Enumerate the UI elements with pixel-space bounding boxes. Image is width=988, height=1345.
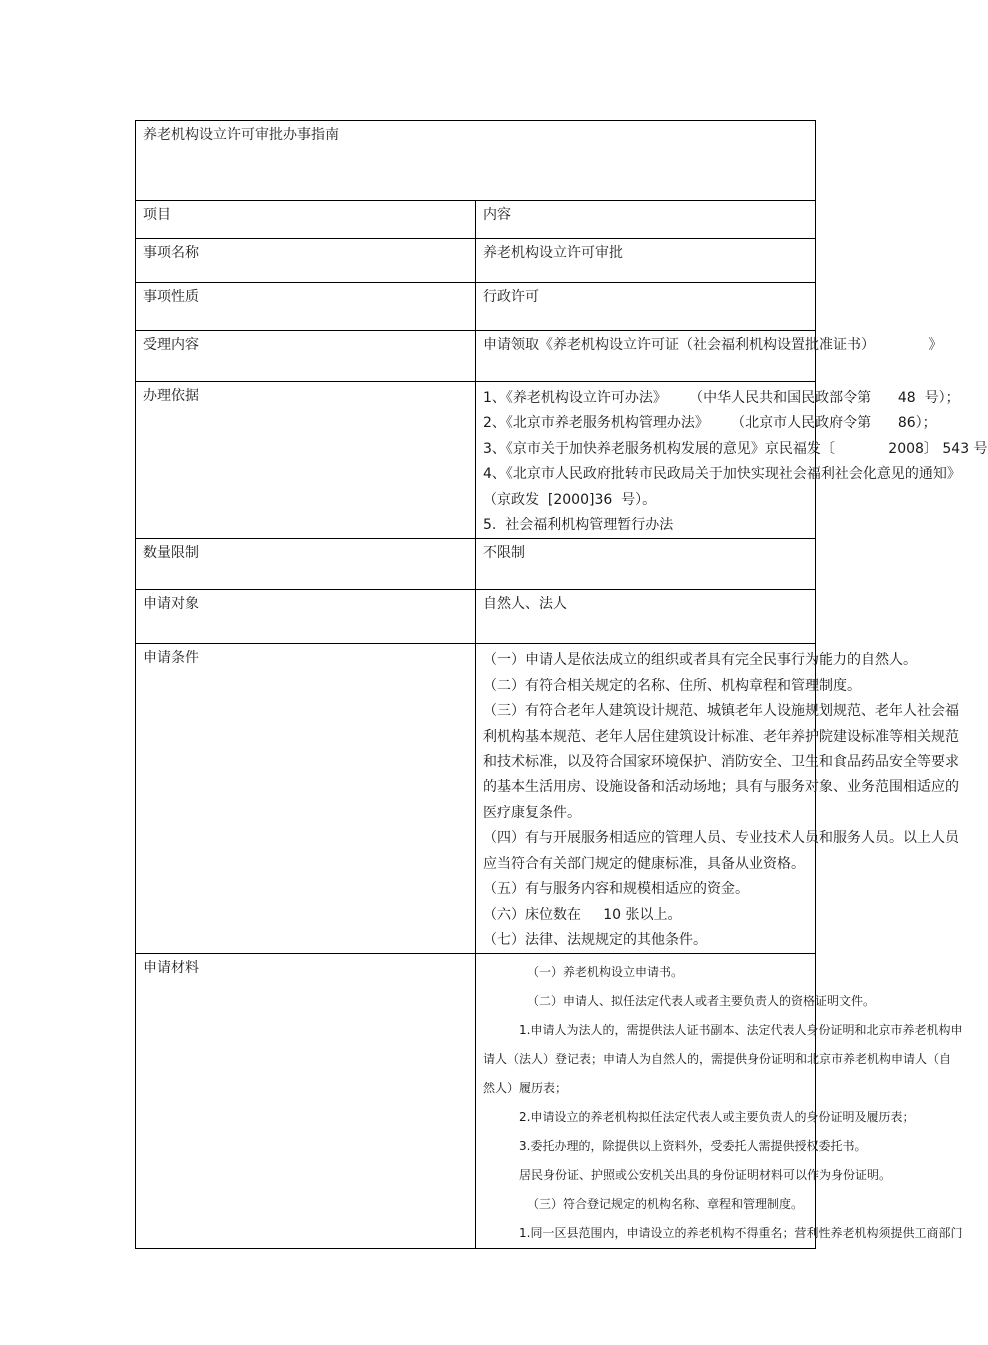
row-value: 自然人、法人 [476,590,816,644]
row-basis [136,382,816,539]
row-materials [136,954,816,1249]
row-quantity [136,539,816,590]
condition-line: 医疗康复条件。 [483,804,581,821]
header-item: 项目 [136,201,476,239]
basis-line: 4、《北京市人民政府批转市民政局关于加快实现社会福利社会化意见的通知》 [483,466,961,483]
material-line: 请人（法人）登记表；申请人为自然人的，需提供身份证明和北京市养老机构申请人（自 [483,1052,952,1067]
material-line: （一）养老机构设立申请书。 [527,965,684,980]
material-line: 2.申请设立的养老机构拟任法定代表人或主要负责人的身份证明及履历表； [519,1110,915,1125]
material-line: 然人）履历表； [483,1081,568,1096]
material-line: 居民身份证、护照或公安机关出具的身份证明材料可以作为身份证明。 [519,1168,892,1183]
condition-line: （二）有符合相关规定的名称、住所、机构章程和管理制度。 [483,677,861,694]
row-label: 申请对象 [136,590,476,644]
title-row [136,121,816,201]
condition-line: 应当符合有关部门规定的健康标准，具备从业资格。 [483,855,805,872]
header-row [136,201,816,239]
condition-line: （一）申请人是依法成立的组织或者具有完全民事行为能力的自然人。 [483,652,917,669]
guide-table [135,120,988,1249]
basis-line: 1、《养老机构设立许可办法》 （中华人民共和国民政部令第 48 号）； [483,390,960,406]
basis-list [476,382,988,539]
condition-line: 和技术标准，以及符合国家环境保护、消防安全、卫生和食品药品安全等要求 [483,754,959,771]
row-label: 申请材料 [136,954,476,1249]
row-label: 申请条件 [136,644,476,954]
basis-line: 3、《京市关于加快养老服务机构发展的意见》京民福发〔 2008〕 543 号 [483,440,988,457]
row-label: 受理内容 [136,331,476,382]
basis-line: （京政发 [2000]36 号）。 [483,491,657,508]
row-label: 事项名称 [136,239,476,283]
row-value: 行政许可 [476,283,816,331]
row-nature [136,283,816,331]
material-line: （三）符合登记规定的机构名称、章程和管理制度。 [527,1197,804,1212]
condition-line: （七）法律、法规规定的其他条件。 [483,931,707,948]
basis-line: 5. 社会福利机构管理暂行办法 [483,517,674,534]
row-name [136,239,816,283]
material-line: 1.同一区县范围内，申请设立的养老机构不得重名；营利性养老机构须提供工商部门 [519,1226,963,1241]
row-label: 数量限制 [136,539,476,590]
row-value: 不限制 [476,539,816,590]
row-target [136,590,816,644]
row-value: 申请领取《养老机构设立许可证（社会福利机构设置批准证书） 》 [476,331,816,382]
row-value: 养老机构设立许可审批 [476,239,816,283]
condition-line: 利机构基本规范、老年人居住建筑设计标准、老年养护院建设标准等相关规范 [483,728,959,745]
conditions-list [476,644,959,954]
row-label: 事项性质 [136,283,476,331]
condition-line: 的基本生活用房、设施设备和活动场地；具有与服务对象、业务范围相适应的 [483,779,959,796]
row-conditions [136,644,816,954]
header-content: 内容 [476,201,816,239]
material-line: （二）申请人、拟任法定代表人或者主要负责人的资格证明文件。 [527,994,876,1009]
basis-line: 2、《北京市养老服务机构管理办法》 （北京市人民政府令第 86）； [483,415,937,432]
material-line: 3.委托办理的，除提供以上资料外，受委托人需提供授权委托书。 [519,1139,867,1154]
condition-line: （六）床位数在 10 张以上。 [483,906,682,923]
material-line: 1.申请人为法人的，需提供法人证书副本、法定代表人身份证明和北京市养老机构申 [519,1023,963,1038]
materials-list [476,954,963,1249]
condition-line: （五）有与服务内容和规模相适应的资金。 [483,881,749,898]
row-accept [136,331,816,382]
condition-line: （四）有与开展服务相适应的管理人员、专业技术人员和服务人员。以上人员 [483,830,959,847]
row-label: 办理依据 [136,382,476,539]
condition-line: （三）有符合老年人建筑设计规范、城镇老年人设施规划规范、老年人社会福 [483,703,959,720]
document-title: 养老机构设立许可审批办事指南 [136,121,816,201]
